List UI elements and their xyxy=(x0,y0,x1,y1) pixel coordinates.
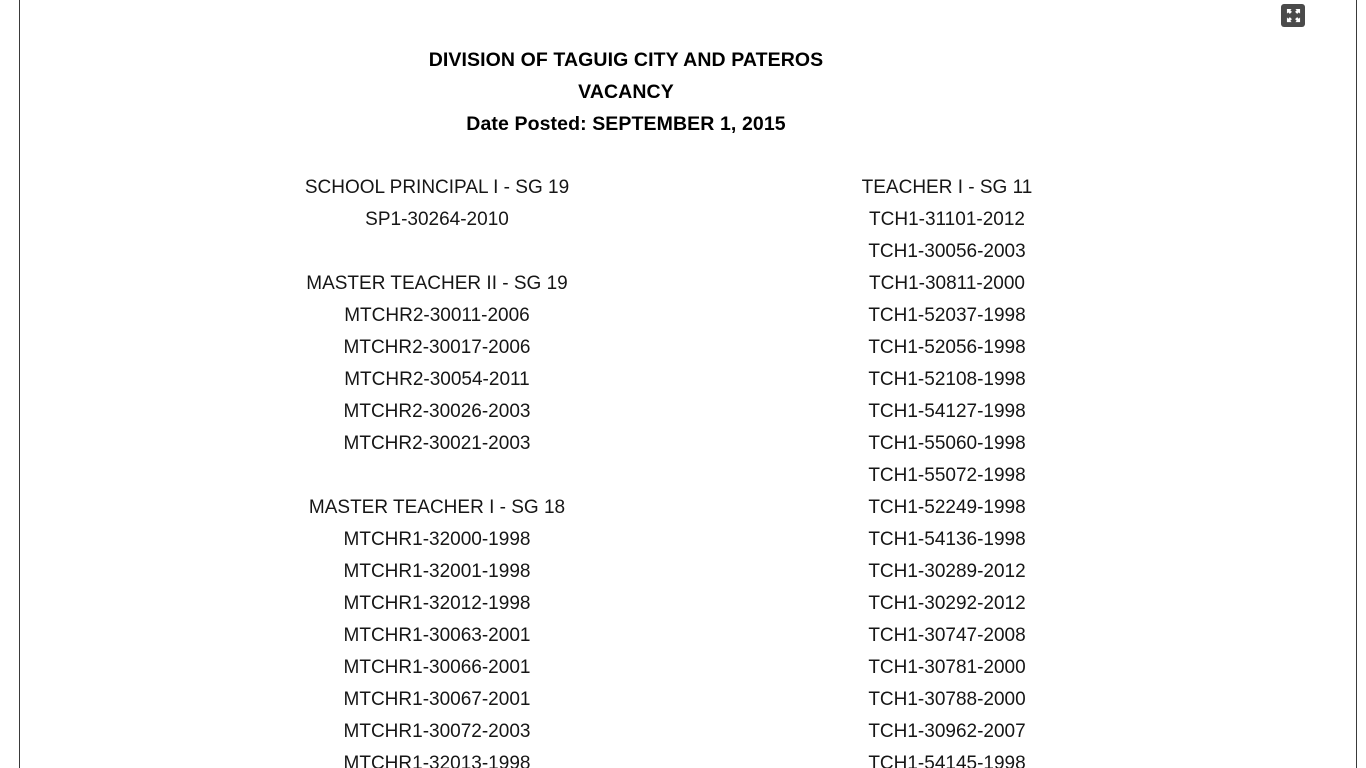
vacancy-line: TCH1-52108-1998 xyxy=(868,369,1026,390)
right-column xyxy=(827,172,1067,768)
vacancy-line: TCH1-52249-1998 xyxy=(868,497,1026,518)
vacancy-line: TEACHER I - SG 11 xyxy=(861,177,1033,198)
vacancy-line: TCH1-30788-2000 xyxy=(868,689,1026,710)
vacancy-line: MTCHR1-30066-2001 xyxy=(343,657,531,678)
vacancy-line: TCH1-54127-1998 xyxy=(868,401,1026,422)
blank-line xyxy=(267,460,607,492)
vacancy-line: TCH1-54136-1998 xyxy=(868,529,1026,550)
vacancy-line: TCH1-55060-1998 xyxy=(868,433,1026,454)
vacancy-listing xyxy=(10,172,1356,768)
vacancy-line: MTCHR1-30072-2003 xyxy=(343,721,531,742)
vacancy-line: MTCHR1-30063-2001 xyxy=(343,625,531,646)
document-header xyxy=(10,44,1242,140)
exit-fullscreen-button[interactable] xyxy=(1281,4,1305,27)
blank-line xyxy=(267,236,607,268)
compress-arrows-icon xyxy=(1286,8,1301,23)
vacancy-line: TCH1-30781-2000 xyxy=(868,657,1026,678)
vacancy-line: TCH1-30811-2000 xyxy=(869,273,1025,294)
vacancy-line: TCH1-30292-2012 xyxy=(868,593,1026,614)
vacancy-line: TCH1-55072-1998 xyxy=(868,465,1026,486)
vacancy-line: TCH1-30056-2003 xyxy=(868,241,1026,262)
vacancy-line: TCH1-52056-1998 xyxy=(868,337,1026,358)
vacancy-line: SP1-30264-2010 xyxy=(365,209,509,230)
vacancy-line: MTCHR1-32000-1998 xyxy=(343,529,531,550)
vacancy-line: MTCHR2-30054-2011 xyxy=(344,369,530,390)
header-title-line-2: VACANCY xyxy=(578,81,674,103)
page-border-right xyxy=(1356,0,1357,768)
vacancy-line: TCH1-30962-2007 xyxy=(868,721,1026,742)
vacancy-line: TCH1-52037-1998 xyxy=(868,305,1026,326)
vacancy-line: SCHOOL PRINCIPAL I - SG 19 xyxy=(304,177,570,198)
vacancy-line: TCH1-30289-2012 xyxy=(868,561,1026,582)
vacancy-line: MTCHR1-30067-2001 xyxy=(343,689,531,710)
vacancy-line: MTCHR2-30026-2003 xyxy=(343,401,531,422)
vacancy-line: TCH1-30747-2008 xyxy=(868,625,1026,646)
left-column xyxy=(267,172,607,768)
document-page xyxy=(10,0,1356,768)
vacancy-line: MTCHR2-30017-2006 xyxy=(343,337,531,358)
vacancy-line: MTCHR2-30021-2003 xyxy=(343,433,531,454)
vacancy-line: MTCHR1-32012-1998 xyxy=(343,593,531,614)
header-date-posted: Date Posted: SEPTEMBER 1, 2015 xyxy=(466,113,786,135)
vacancy-line: TCH1-54145-1998 xyxy=(868,753,1026,768)
vacancy-line: MTCHR2-30011-2006 xyxy=(344,305,530,326)
vacancy-line: TCH1-31101-2012 xyxy=(869,209,1025,230)
vacancy-line: MTCHR1-32013-1998 xyxy=(343,753,531,768)
header-title-line-1: DIVISION OF TAGUIG CITY AND PATEROS xyxy=(428,49,824,71)
vacancy-line: MASTER TEACHER II - SG 19 xyxy=(306,273,568,294)
vacancy-line: MASTER TEACHER I - SG 18 xyxy=(308,497,566,518)
vacancy-line: MTCHR1-32001-1998 xyxy=(343,561,531,582)
